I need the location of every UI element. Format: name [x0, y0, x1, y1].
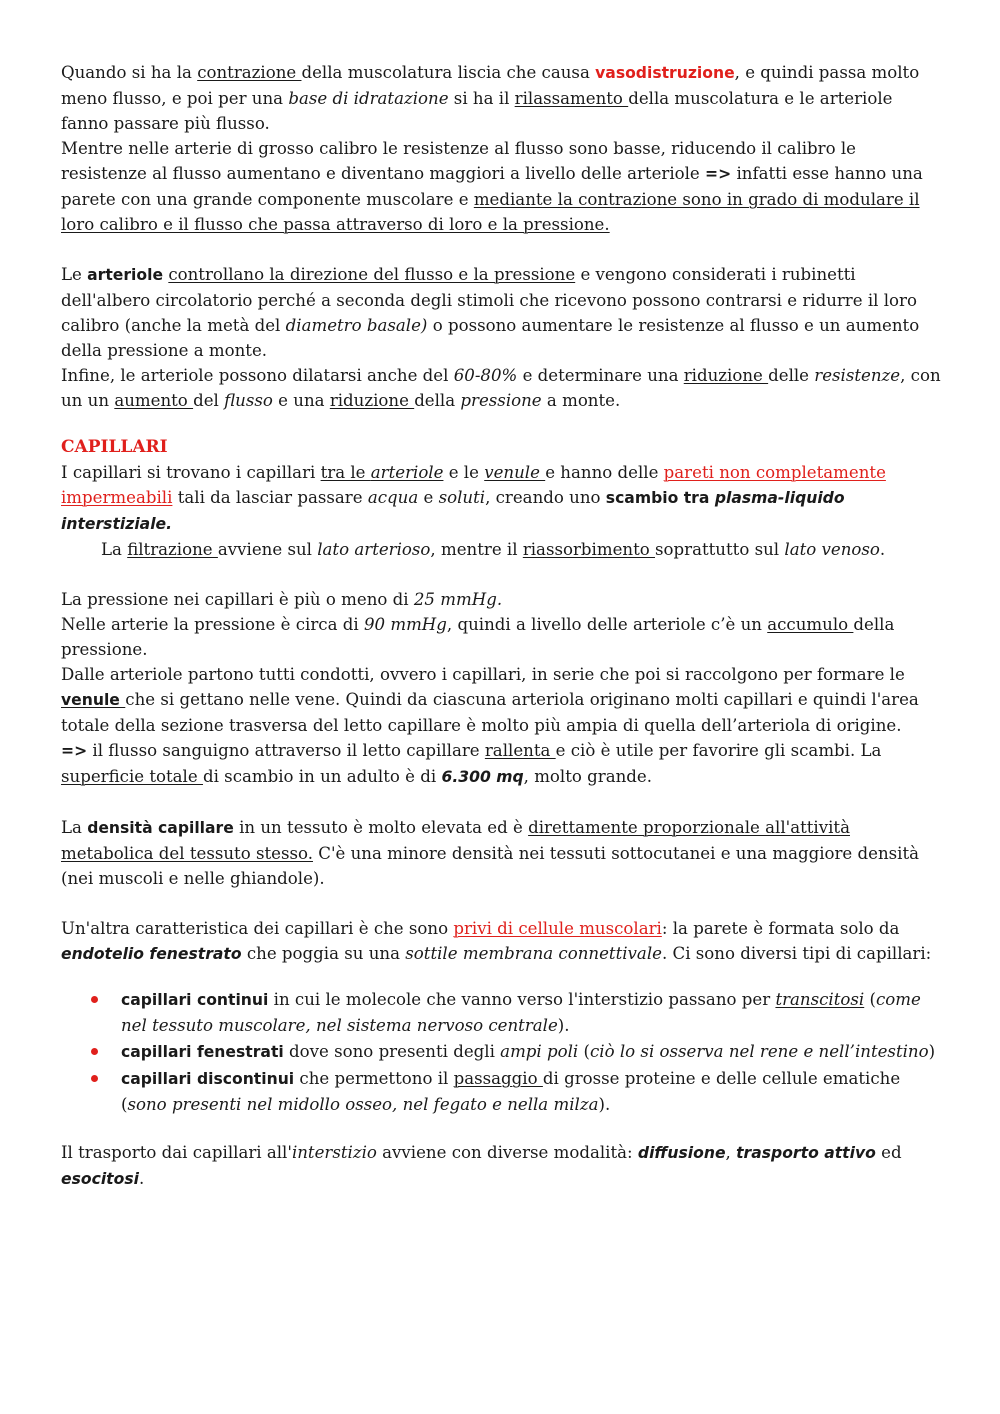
term-passaggio: passaggio — [453, 1069, 543, 1088]
term-venule: venule — [61, 691, 126, 709]
term-aumento: aumento — [114, 391, 194, 410]
text: . — [879, 540, 886, 559]
text: della pressione. — [61, 615, 895, 659]
term-rallenta: rallenta — [484, 741, 556, 760]
term-filtrazione: filtrazione — [127, 540, 218, 559]
text: Nelle arterie la pressione è circa di — [61, 615, 364, 634]
term-pareti-impermeabili: pareti non completamente impermeabili — [61, 463, 886, 507]
term-flusso: flusso — [224, 391, 273, 410]
text: dove sono presenti degli — [283, 1042, 501, 1061]
term-diffusione: diffusione — [637, 1144, 726, 1162]
arrow-symbol: => — [61, 742, 88, 760]
term-ampi-poli: ampi poli — [500, 1042, 579, 1061]
term-scambio: scambio tra — [605, 489, 715, 507]
underlined-phrase: mediante la contrazione sono in grado di modulare il loro calibro e il flusso che passa attraverso di loro e la pressione. — [61, 190, 920, 234]
text: e hanno delle — [545, 463, 664, 482]
text: ( — [864, 990, 876, 1009]
term-superficie-totale: superficie totale — [61, 767, 203, 786]
paragraph-dilatation — [61, 363, 941, 413]
term-capillari-fenestrati: capillari fenestrati — [121, 1043, 284, 1061]
term-transcitosi: transcitosi — [775, 990, 865, 1009]
paragraph-pressione-capillari — [61, 587, 941, 612]
percentage: 60-80% — [453, 366, 518, 385]
term-vasodistruzione: vasodistruzione — [595, 64, 735, 82]
term-resistenze: resistenze — [814, 366, 901, 385]
bullet-icon — [91, 1075, 98, 1082]
term-capillari-discontinui: capillari discontinui — [121, 1070, 295, 1088]
text: . — [138, 1169, 145, 1188]
text: e vengono considerati i rubinetti dell'albero circolatorio perché a seconda degli stimoli che ricevono possono contrarsi e ridurre il loro calibro (anche la metà del — [61, 265, 917, 335]
term-capillari-continui: capillari continui — [121, 991, 269, 1009]
text: della muscolatura liscia che causa — [301, 63, 596, 82]
text: e — [418, 488, 439, 507]
paragraph-flusso — [61, 738, 941, 790]
text: e ciò è utile per favorire gli scambi. La — [555, 741, 882, 760]
paragraph-pressione-arterie — [61, 612, 941, 662]
text: che poggia su una — [241, 944, 406, 963]
term-acqua: acqua — [367, 488, 419, 507]
text: che permettono il — [294, 1069, 454, 1088]
text: a monte. — [541, 391, 621, 410]
term-base-idratazione: base di idratazione — [288, 89, 449, 108]
text: della muscolatura e le arteriole fanno passare più flusso. — [61, 89, 893, 133]
example-text: sono presenti nel midollo osseo, nel fegato e nella milza — [127, 1095, 599, 1114]
term-lato-arterioso: lato arterioso — [317, 540, 431, 559]
list-item — [61, 1066, 941, 1117]
text: , molto grande. — [523, 767, 653, 786]
text: Quando si ha la — [61, 63, 198, 82]
term-lato-venoso: lato venoso — [784, 540, 880, 559]
text: ). — [557, 1016, 570, 1035]
paragraph-trasporto — [61, 1140, 941, 1192]
text: Il trasporto dai capillari all' — [61, 1143, 292, 1162]
text: , mentre il — [430, 540, 523, 559]
term-plasma-liquido: plasma-liquido interstiziale. — [61, 489, 845, 533]
term-rilassamento: rilassamento — [514, 89, 629, 108]
text: avviene sul — [217, 540, 318, 559]
term-contrazione: contrazione — [197, 63, 302, 82]
text: Mentre nelle arterie di grosso calibro le resistenze al flusso sono basse, riducendo il calibro le resistenze al flusso aumentano e diventano maggiori a livello delle arteriole — [61, 139, 857, 183]
text: C'è una minore densità nei tessuti sottocutanei e una maggiore densità (nei muscoli e nelle ghiandole). — [61, 844, 920, 888]
text: si ha il — [448, 89, 515, 108]
list-item — [61, 1039, 941, 1065]
bullet-icon — [91, 1048, 98, 1055]
term-endotelio-fenestrato: endotelio fenestrato — [61, 945, 242, 963]
paragraph-filtrazione — [61, 537, 941, 562]
text: . Ci sono diversi tipi di capillari: — [661, 944, 932, 963]
text: avviene con diverse modalità: — [376, 1143, 638, 1162]
text: , creando uno — [485, 488, 606, 507]
paragraph-densita — [61, 815, 941, 891]
term-privi-cellule-muscolari: privi di cellule muscolari — [453, 919, 662, 938]
term-riduzione: riduzione — [683, 366, 769, 385]
text: Dalle arteriole partono tutti condotti, ovvero i capillari, in serie che poi si raccolgono per formare le — [61, 665, 905, 684]
term-venule: venule — [484, 463, 546, 482]
text: ed — [875, 1143, 902, 1162]
term-trasporto-attivo: trasporto attivo — [736, 1144, 876, 1162]
text: o possono aumentare le resistenze al flusso e un aumento della pressione a monte. — [61, 316, 920, 360]
bullet-icon — [91, 996, 98, 1003]
paragraph-venule — [61, 662, 941, 738]
paragraph-arteriole — [61, 262, 941, 363]
text: Infine, le arteriole possono dilatarsi anche del — [61, 366, 454, 385]
term-diametro-basale: diametro basale) — [285, 316, 428, 335]
example-text: come nel tessuto muscolare, nel sistema nervoso centrale — [121, 990, 921, 1035]
paragraph-capillari-intro — [61, 460, 941, 537]
text: di scambio in un adulto è di — [202, 767, 442, 786]
text: e le — [443, 463, 485, 482]
text: , — [725, 1143, 737, 1162]
text: il flusso sanguigno attraverso il letto capillare — [87, 741, 485, 760]
text: Un'altra caratteristica dei capillari è che sono — [61, 919, 454, 938]
text: Le — [61, 265, 88, 284]
document-page — [61, 60, 941, 1192]
term-riassorbimento: riassorbimento — [522, 540, 656, 559]
term-arteriole: arteriole — [370, 463, 444, 482]
term-membrana-connettivale: sottile membrana connettivale — [405, 944, 662, 963]
paragraph-resistances — [61, 136, 941, 237]
text: in un tessuto è molto elevata ed è — [233, 818, 529, 837]
text: infatti esse hanno una parete con una grande componente muscolare e — [61, 164, 923, 209]
text: di grosse proteine e delle cellule ematiche ( — [121, 1069, 901, 1114]
term-densita-capillare: densità capillare — [87, 819, 234, 837]
capillary-types-list — [61, 987, 941, 1117]
underlined-phrase: tra le — [320, 463, 371, 482]
text: del — [193, 391, 225, 410]
term-arteriole: arteriole — [87, 266, 164, 284]
text: ). — [598, 1095, 611, 1114]
underlined-phrase: controllano la direzione del flusso e la pressione — [168, 265, 576, 284]
text: La pressione nei capillari è più o meno di — [61, 590, 414, 609]
text: La — [61, 818, 88, 837]
term-accumulo: accumulo — [767, 615, 854, 634]
text: , e quindi passa molto meno flusso, e poi per una — [61, 63, 920, 108]
section-heading-capillari: CAPILLARI — [61, 437, 168, 457]
text: e una — [272, 391, 330, 410]
term-interstizio: interstizio — [291, 1143, 377, 1162]
text: in cui le molecole che vanno verso l'interstizio passano per — [268, 990, 776, 1009]
value-90-mmhg: 90 mmHg — [363, 615, 447, 634]
text: e determinare una — [517, 366, 684, 385]
list-item — [61, 987, 941, 1038]
term-riduzione: riduzione — [329, 391, 415, 410]
text: ( — [578, 1042, 590, 1061]
text: ) — [928, 1042, 936, 1061]
term-esocitosi: esocitosi — [61, 1170, 139, 1188]
text: I capillari si trovano i capillari — [61, 463, 321, 482]
term-pressione: pressione — [460, 391, 542, 410]
term-soluti: soluti — [438, 488, 486, 507]
text: , con un un — [61, 366, 941, 410]
text: , quindi a livello delle arteriole c’è un — [446, 615, 768, 634]
text: della — [414, 391, 461, 410]
text: tali da lasciar passare — [172, 488, 368, 507]
text: delle — [768, 366, 815, 385]
paragraph-caratteristica — [61, 916, 941, 967]
arrow-symbol: => — [705, 165, 732, 183]
text: che si gettano nelle vene. Quindi da ciascuna arteriola originano molti capillari e quindi l'area totale della sezione trasversa del letto capillare è molto più ampia di quella dell’arteriola di origine. — [61, 690, 919, 735]
text: La — [101, 540, 128, 559]
text: soprattutto sul — [655, 540, 785, 559]
example-text: ciò lo si osserva nel rene e nell’intestino — [589, 1042, 929, 1061]
value-6300-mq: 6.300 mq — [441, 768, 524, 786]
text: : la parete è formata solo da — [661, 919, 900, 938]
underlined-phrase: direttamente proporzionale all'attività metabolica del tessuto stesso. — [61, 818, 850, 863]
value-25-mmhg: 25 mmHg. — [413, 590, 503, 609]
paragraph-vasoconstriction — [61, 60, 941, 136]
